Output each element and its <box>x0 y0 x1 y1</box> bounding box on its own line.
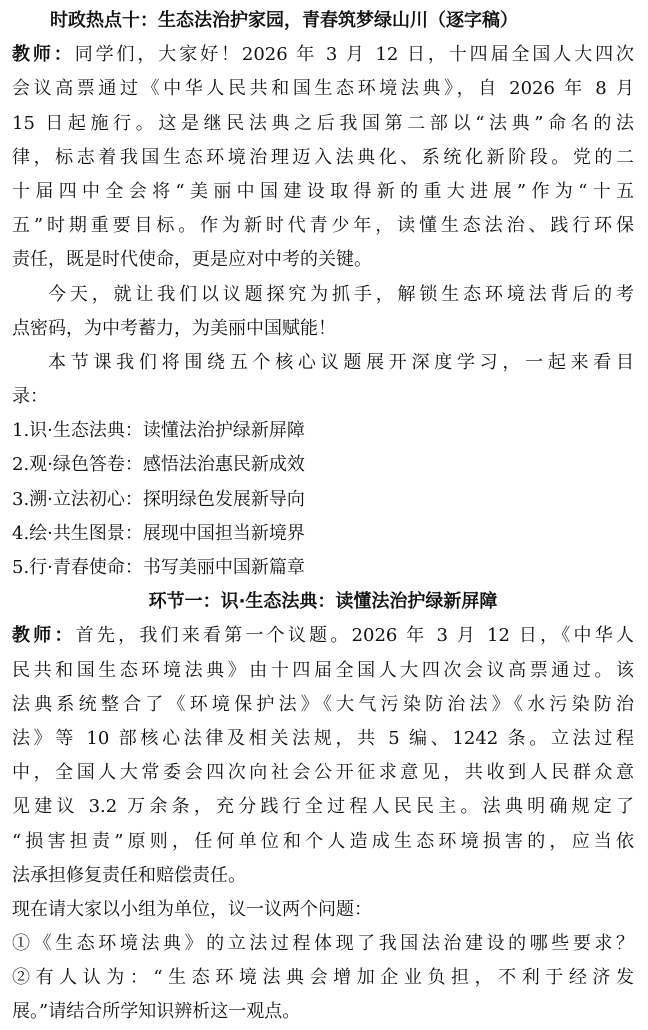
question-item: 展。”请结合所学知识辨析这一观点。 <box>12 1001 301 1023</box>
intro-line: 律，标志着我国生态环境治理迈入法典化、系统化新阶段。党的二 <box>12 146 634 168</box>
agenda-item: 4.绘·共生图景：展现中国担当新境界 <box>12 522 305 544</box>
section-text: 首先，我们来看第一个议题。2026 年 3 月 12 日，《中华人 <box>75 625 634 647</box>
section-heading: 环节一：识·生态法典：读懂法治护绿新屏障 <box>148 591 498 613</box>
agenda-item: 3.溯·立法初心：探明绿色发展新导向 <box>12 488 305 510</box>
paragraph-line: 本节课我们将围绕五个核心议题展开深度学习，一起来看目 <box>48 351 634 373</box>
question-item: ②有人认为：“生态环境法典会增加企业负担，不利于经济发 <box>12 967 634 989</box>
intro-text: 同学们，大家好！2026 年 3 月 12 日，十四届全国人大四次 <box>74 44 634 66</box>
section-line: 法》等 10 部核心法律及相关法规，共 5 编、1242 条。立法过程 <box>12 727 634 749</box>
intro-line: 责任，既是时代使命，更是应对中考的关键。 <box>12 249 372 271</box>
agenda-item: 2.观·绿色答卷：感悟法治惠民新成效 <box>12 454 305 476</box>
section-line: 法典系统整合了《环境保护法》《大气污染防治法》《水污染防治 <box>12 693 634 715</box>
paragraph-line: 录： <box>12 386 48 408</box>
document-title: 时政热点十：生态法治护家园，青春筑梦绿山川（逐字稿） <box>50 10 518 31</box>
speaker-label: 教师： <box>12 44 75 66</box>
intro-line: 15 日起施行。这是继民法典之后我国第二部以“法典”命名的法 <box>12 112 634 134</box>
intro-line: 五”时期重要目标。作为新时代青少年，读懂生态法治、践行环保 <box>12 215 634 237</box>
intro-line: 会议高票通过《中华人民共和国生态环境法典》，自 2026 年 8 月 <box>12 78 634 100</box>
intro-line: 十届四中全会将“美丽中国建设取得新的重大进展”作为“十五 <box>12 180 634 202</box>
question-item: ①《生态环境法典》的立法过程体现了我国法治建设的哪些要求？ <box>12 933 634 955</box>
intro-first-line <box>12 38 634 72</box>
agenda-item: 5.行·青春使命：书写美丽中国新篇章 <box>12 557 305 578</box>
speaker-label: 教师： <box>12 625 76 647</box>
section-line: 民共和国生态环境法典》由十四届全国人大四次会议高票通过。该 <box>12 659 634 681</box>
section-line: 中，全国人大常委会四次向社会公开征求意见，共收到人民群众意 <box>12 762 634 784</box>
section-line: 法承担修复责任和赔偿责任。 <box>12 864 246 886</box>
paragraph-line: 点密码，为中考蓄力，为美丽中国赋能！ <box>12 317 336 339</box>
discussion-prompt: 现在请大家以小组为单位，议一议两个问题： <box>12 898 372 920</box>
section-line: 见建议 3.2 万余条，充分践行全过程人民民主。法典明确规定了 <box>12 796 634 818</box>
agenda-item: 1.识·生态法典：读懂法治护绿新屏障 <box>12 420 305 442</box>
section-line: “损害担责”原则，任何单位和个人造成生态环境损害的，应当依 <box>12 830 634 852</box>
paragraph-line: 今天，就让我们以议题探究为抓手，解锁生态环境法背后的考 <box>48 283 634 305</box>
section-first-line <box>12 619 634 653</box>
